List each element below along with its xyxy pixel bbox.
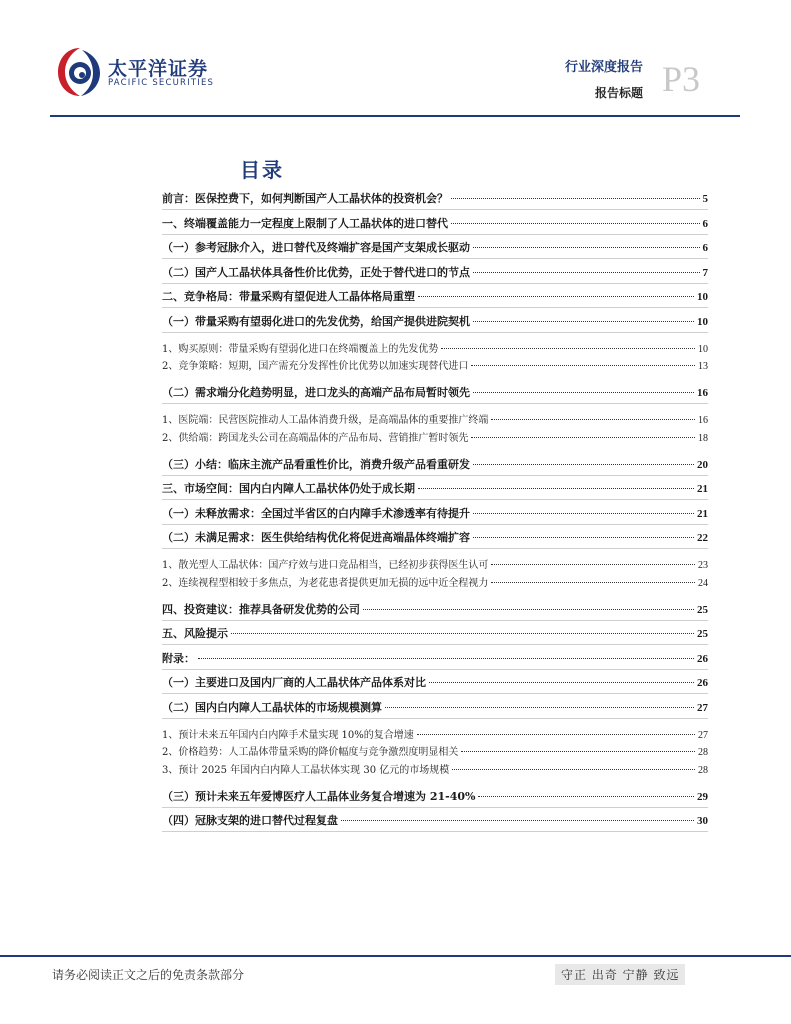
toc-entry[interactable] bbox=[162, 726, 708, 742]
toc-entry-page: 16 bbox=[698, 415, 708, 426]
toc-entry-page: 27 bbox=[698, 729, 708, 741]
toc-row-separator bbox=[162, 548, 708, 549]
toc-entry[interactable] bbox=[162, 411, 708, 427]
toc-leader-dots bbox=[473, 513, 694, 514]
toc-entry-title: 附录： bbox=[162, 651, 195, 665]
toc-heading: 目录 bbox=[240, 158, 284, 182]
toc-entry-page: 10 bbox=[697, 315, 708, 328]
toc-entry-title: 2、竞争策略：短期，国产需充分发挥性价比优势以加速实现替代进口 bbox=[162, 361, 469, 372]
toc-entry-page: 21 bbox=[697, 507, 708, 520]
toc-row-separator bbox=[162, 209, 708, 210]
company-logo bbox=[56, 44, 226, 100]
toc-entry[interactable] bbox=[162, 215, 708, 231]
toc-entry-page: 26 bbox=[697, 677, 708, 689]
toc-entry[interactable] bbox=[162, 529, 708, 545]
toc-leader-dots bbox=[473, 272, 700, 273]
toc-leader-dots bbox=[473, 321, 694, 322]
toc-entry[interactable] bbox=[162, 429, 708, 445]
report-title: 报告标题 bbox=[594, 86, 643, 100]
toc-row-separator bbox=[162, 831, 708, 832]
toc-row-separator bbox=[162, 718, 708, 719]
toc-entry-title: （三）小结：临床主流产品看重性价比，消费升级产品看重研发 bbox=[162, 457, 470, 471]
toc-entry[interactable] bbox=[162, 264, 708, 280]
toc-entry-page: 10 bbox=[698, 343, 708, 355]
toc-entry[interactable] bbox=[162, 650, 708, 666]
toc-entry-page: 7 bbox=[702, 266, 708, 279]
toc-entry-title: 2、连续视程型相较于多焦点，为老花患者提供更加无损的远中近全程视力 bbox=[162, 577, 489, 589]
toc-leader-dots bbox=[491, 419, 695, 420]
toc-entry[interactable] bbox=[162, 761, 708, 777]
toc-entry[interactable] bbox=[162, 699, 708, 715]
toc-entry[interactable] bbox=[162, 357, 708, 373]
toc-leader-dots bbox=[198, 658, 694, 659]
toc-entry[interactable] bbox=[162, 505, 708, 521]
toc-row-separator bbox=[162, 475, 708, 476]
footer-motto: 守正 出奇 宁静 致远 bbox=[555, 964, 685, 985]
toc-entry-title: 2、供给端：跨国龙头公司在高端晶体的产品布局、营销推广暂时领先 bbox=[162, 432, 469, 444]
toc-entry-page: 26 bbox=[697, 652, 708, 665]
toc-entry-page: 27 bbox=[697, 701, 708, 714]
toc-entry-title: （二）国内白内障人工晶状体的市场规模测算 bbox=[162, 700, 382, 714]
toc-row-separator bbox=[162, 524, 708, 525]
toc-row-separator bbox=[162, 620, 708, 621]
toc-entry-page: 22 bbox=[697, 532, 708, 544]
toc-leader-dots bbox=[231, 633, 694, 634]
toc-entry-page: 21 bbox=[697, 483, 708, 495]
toc-leader-dots bbox=[478, 796, 694, 797]
toc-entry-title: （二）未满足需求：医生供给结构优化将促进高端晶体终端扩容 bbox=[162, 531, 470, 544]
toc-leader-dots bbox=[341, 820, 694, 821]
toc-entry-page: 6 bbox=[702, 217, 708, 230]
toc-leader-dots bbox=[471, 437, 695, 438]
footer-divider bbox=[0, 955, 791, 957]
toc-entry[interactable] bbox=[162, 674, 708, 690]
toc-row-separator bbox=[162, 403, 708, 404]
pacific-securities-logo-icon bbox=[56, 44, 104, 100]
toc-entry-title: （四）冠脉支架的进口替代过程复盘 bbox=[162, 814, 338, 827]
report-type: 行业深度报告 bbox=[564, 60, 643, 75]
toc-entry-page: 10 bbox=[697, 291, 708, 303]
toc-entry[interactable] bbox=[162, 480, 708, 496]
toc-row-separator bbox=[162, 234, 708, 235]
toc-entry-title: 2、价格趋势：人工晶体带量采购的降价幅度与竞争激烈度明显相关 bbox=[162, 747, 459, 758]
toc-leader-dots bbox=[385, 707, 694, 708]
toc-leader-dots bbox=[363, 609, 694, 610]
toc-entry-title: （二）需求端分化趋势明显，进口龙头的高端产品布局暂时领先 bbox=[162, 386, 470, 399]
toc-entry-title: （一）主要进口及国内厂商的人工晶状体产品体系对比 bbox=[162, 676, 426, 689]
toc-entry[interactable] bbox=[162, 239, 708, 255]
toc-entry-page: 5 bbox=[702, 193, 708, 205]
toc-leader-dots bbox=[452, 769, 695, 770]
toc-entry-page: 25 bbox=[697, 603, 708, 616]
toc-entry[interactable] bbox=[162, 456, 708, 472]
toc-row-separator bbox=[162, 283, 708, 284]
toc-entry-page: 28 bbox=[698, 764, 708, 776]
toc-leader-dots bbox=[418, 296, 694, 297]
toc-entry-title: 1、医院端：民营医院推动人工晶体消费升级，是高端晶体的重要推广终端 bbox=[162, 415, 489, 426]
toc-leader-dots bbox=[473, 247, 700, 248]
logo-english-name: PACIFIC SECURITIES bbox=[108, 78, 215, 88]
toc-row-separator bbox=[162, 258, 708, 259]
toc-leader-dots bbox=[471, 365, 695, 366]
toc-leader-dots bbox=[441, 348, 695, 349]
page-number: P3 bbox=[662, 59, 701, 99]
toc-leader-dots bbox=[473, 464, 694, 465]
page-header bbox=[0, 0, 791, 120]
toc-leader-dots bbox=[451, 198, 700, 199]
toc-entry[interactable] bbox=[162, 812, 708, 828]
toc-entry-title: 四、投资建议：推荐具备研发优势的公司 bbox=[162, 602, 360, 616]
toc-leader-dots bbox=[461, 751, 695, 752]
toc-entry[interactable] bbox=[162, 601, 708, 617]
toc-leader-dots bbox=[473, 537, 694, 538]
footer-disclaimer: 请务必阅读正文之后的免责条款部分 bbox=[52, 968, 245, 982]
toc-entry-title: 一、终端覆盖能力一定程度上限制了人工晶状体的进口替代 bbox=[162, 216, 448, 230]
toc-row-separator bbox=[162, 807, 708, 808]
toc-row-separator bbox=[162, 693, 708, 694]
toc-entry-page: 25 bbox=[697, 628, 708, 640]
toc-entry-title: 三、市场空间：国内白内障人工晶状体仍处于成长期 bbox=[162, 482, 415, 495]
toc-entry-title: 1、购买原则：带量采购有望弱化进口在终端覆盖上的先发优势 bbox=[162, 343, 439, 355]
toc-entry[interactable] bbox=[162, 574, 708, 590]
toc-entry-page: 30 bbox=[697, 815, 708, 827]
toc-row-separator bbox=[162, 644, 708, 645]
toc-leader-dots bbox=[473, 392, 694, 393]
toc-entry[interactable] bbox=[162, 340, 708, 356]
header-divider bbox=[50, 115, 740, 117]
toc-entry-title: 五、风险提示 bbox=[162, 627, 228, 640]
toc-leader-dots bbox=[451, 223, 700, 224]
toc-entry-page: 23 bbox=[698, 560, 708, 571]
toc-entry[interactable] bbox=[162, 788, 708, 804]
toc-entry-page: 20 bbox=[697, 458, 708, 471]
toc-entry-title: 1、散光型人工晶状体：国产疗效与进口竞品相当，已经初步获得医生认可 bbox=[162, 560, 489, 571]
logo-chinese-name: 太平洋证券 bbox=[108, 58, 209, 80]
toc-entry-title: （一）带量采购有望弱化进口的先发优势，给国产提供进院契机 bbox=[162, 314, 470, 328]
toc-leader-dots bbox=[417, 734, 695, 735]
toc-entry-page: 6 bbox=[702, 242, 708, 254]
toc-entry-title: 前言：医保控费下，如何判断国产人工晶状体的投资机会？ bbox=[162, 192, 448, 205]
toc-leader-dots bbox=[429, 682, 694, 683]
toc-entry-title: 二、竞争格局：带量采购有望促进人工晶体格局重塑 bbox=[162, 290, 415, 303]
toc-row-separator bbox=[162, 307, 708, 308]
toc-entry-page: 28 bbox=[698, 747, 708, 758]
toc-leader-dots bbox=[491, 564, 695, 565]
toc-entry-title: 3、预计 2025 年国内白内障人工晶状体实现 30 亿元的市场规模 bbox=[162, 764, 450, 776]
toc-entry-title: （一）参考冠脉介入，进口替代及终端扩容是国产支架成长驱动 bbox=[162, 241, 470, 254]
toc-row-separator bbox=[162, 332, 708, 333]
toc-entry-title: （三）预计未来五年爱博医疗人工晶体业务复合增速为 21-40% bbox=[162, 789, 476, 803]
toc-leader-dots bbox=[418, 488, 694, 489]
toc-row-separator bbox=[162, 669, 708, 670]
toc-entry[interactable] bbox=[162, 288, 708, 304]
toc-entry-title: （一）未释放需求：全国过半省区的白内障手术渗透率有待提升 bbox=[162, 506, 470, 520]
toc-entry[interactable] bbox=[162, 190, 708, 206]
toc-row-separator bbox=[162, 499, 708, 500]
toc-entry[interactable] bbox=[162, 625, 708, 641]
toc-entry[interactable] bbox=[162, 556, 708, 572]
toc-entry-page: 18 bbox=[698, 432, 708, 444]
toc-entry[interactable] bbox=[162, 384, 708, 400]
toc-entry-page: 24 bbox=[698, 577, 708, 589]
toc-leader-dots bbox=[491, 582, 695, 583]
toc-entry-page: 16 bbox=[697, 387, 708, 399]
toc-entry-page: 29 bbox=[697, 790, 708, 803]
toc-entry[interactable] bbox=[162, 313, 708, 329]
toc-entry-page: 13 bbox=[698, 361, 708, 372]
toc-entry[interactable] bbox=[162, 743, 708, 759]
toc-entry-title: （二）国产人工晶状体具备性价比优势，正处于替代进口的节点 bbox=[162, 265, 470, 279]
toc-entry-title: 1、预计未来五年国内白内障手术量实现 10%的复合增速 bbox=[162, 729, 414, 741]
